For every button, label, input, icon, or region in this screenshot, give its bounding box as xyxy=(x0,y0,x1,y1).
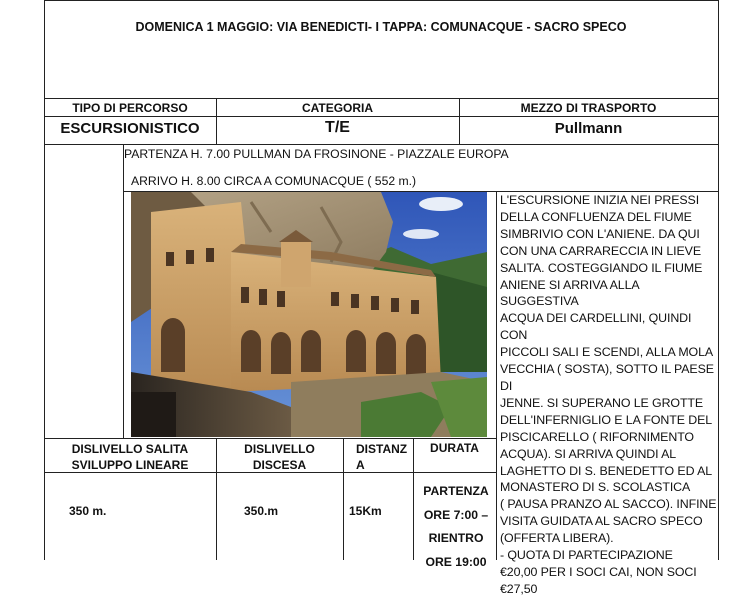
value-categoria: T/E xyxy=(325,119,350,136)
monastery-photo xyxy=(131,192,487,437)
border-top xyxy=(44,0,718,1)
stats-header-distanza-line2: A xyxy=(356,458,365,472)
durata-line3: RIENTRO xyxy=(428,531,484,545)
rule-header-bottom xyxy=(44,116,718,117)
stats-header-distanza-line1: DISTANZ xyxy=(356,442,408,456)
stats-discesa-value: 350.m xyxy=(244,504,279,518)
stats-header-distanza xyxy=(356,441,407,473)
stats-header-salita-line1: DISLIVELLO SALITA xyxy=(71,442,189,456)
description-text: L'ESCURSIONE INIZIA NEI PRESSI DELLA CONFLUENZA DEL FIUME SIMBRIVIO CON L'ANIENE. DA QUI CON UNA CARRARECCIA IN LIEVE SALITA. COSTEGGIANDO IL FIUME ANIENE SI ARRIVA ALLA SUGGESTIVA ACQUA DEI CARDELLINI, QUINDI CON PICCOLI SALI E SCENDI, ALLA MOLA VECCHIA ( SOSTA), SOTTO IL PAESE DI JENNE. SI SUPERANO LE GROTTE DELL'INFERNIGLIO E LA FONTE DEL PISCICARELLO ( RIFORNIMENTO ACQUA). SI ARRIVA QUINDI AL LAGHETTO DI S. BENEDETTO ED AL MONASTERO DI S. SCOLASTICA ( PAUSA PRANZO AL SACCO). INFINE VISITA GUIDATA AL SACRO SPECO (OFFERTA LIBERA). - QUOTA DI PARTECIPAZIONE €20,00 PER I SOCI CAI, NON SOCI €27,50 xyxy=(500,193,717,596)
stats-header-durata: DURATA xyxy=(430,441,479,455)
durata-line2: ORE 7:00 – xyxy=(423,507,489,522)
stats-header-salita xyxy=(44,441,216,473)
header-categoria: CATEGORIA xyxy=(301,101,374,115)
stats-header-discesa xyxy=(216,441,343,473)
page-title: DOMENICA 1 MAGGIO: VIA BENEDICTI- I TAPPA: COMUNACQUE - SACRO SPECO xyxy=(135,20,627,34)
rule-title-bottom xyxy=(44,98,718,99)
value-tipo: ESCURSIONISTICO xyxy=(60,120,200,137)
stats-header-discesa-line1: DISLIVELLO xyxy=(244,442,315,456)
rule-stats-c2 xyxy=(343,438,344,560)
rule-left-col xyxy=(123,144,124,438)
value-mezzo: Pullmann xyxy=(554,120,623,137)
partenza-text: PARTENZA H. 7.00 PULLMAN DA FROSINONE - PIAZZALE EUROPA xyxy=(124,147,509,161)
durata-line1: PARTENZA xyxy=(423,484,489,498)
arrivo-text: ARRIVO H. 8.00 CIRCA A COMUNACQUE ( 552 m.) xyxy=(131,174,417,188)
rule-values-bottom xyxy=(44,144,718,145)
rule-stats-top xyxy=(44,438,496,439)
stats-salita-value: 350 m. xyxy=(69,504,107,518)
stats-header-discesa-line2: DISCESA xyxy=(252,458,307,472)
stats-distanza-value: 15Km xyxy=(349,504,382,518)
header-mezzo: MEZZO DI TRASPORTO xyxy=(520,101,657,115)
border-left xyxy=(44,0,45,560)
stats-header-salita-line2: SVILUPPO LINEARE xyxy=(71,458,189,472)
durata-line4: ORE 19:00 xyxy=(425,554,487,569)
header-tipo: TIPO DI PERCORSO xyxy=(72,101,188,115)
